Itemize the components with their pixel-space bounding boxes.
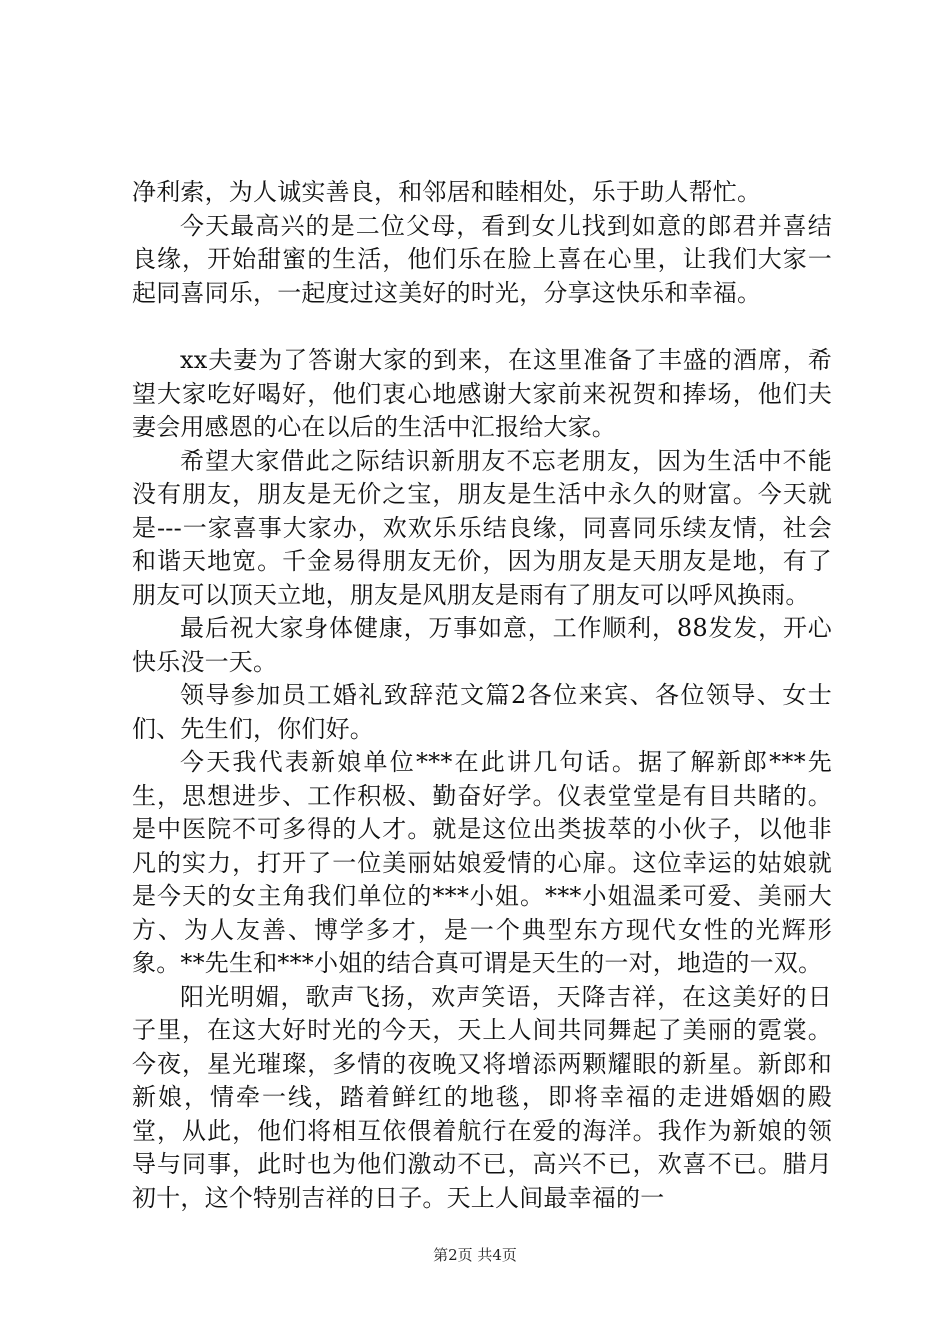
page-footer: 第2页 共4页	[433, 1246, 517, 1264]
paragraph-6: 领导参加员工婚礼致辞范文篇2各位来宾、各位领导、女士们、先生们，你们好。	[132, 681, 832, 743]
paragraph-8: 阳光明媚，歌声飞扬，欢声笑语，天降吉祥，在这美好的日子里，在这大好时光的今天，天上人间共同舞起了美丽的霓裳。今夜，星光璀璨，多情的夜晚又将增添两颗耀眼的新星。新郎和新娘，情牵一线，踏着鲜红的地毯，即将幸福的走进婚姻的殿堂，从此，他们将相互依偎着航行在爱的海洋。我作为新娘的领导与同事，此时也为他们激动不已，高兴不已，欢喜不已。腊月初十，这个特别吉祥的日子。天上人间最幸福的一	[132, 982, 832, 1212]
paragraph-4: 希望大家借此之际结识新朋友不忘老朋友，因为生活中不能没有朋友，朋友是无价之宝，朋友是生活中永久的财富。今天就是---一家喜事大家办，欢欢乐乐结良缘，同喜同乐续友情，社会和谐天地宽。千金易得朋友无价，因为朋友是天朋友是地，有了朋友可以顶天立地，朋友是风朋友是雨有了朋友可以呼风换雨。	[132, 446, 832, 609]
paragraph-1: 净利索，为人诚实善良，和邻居和睦相处，乐于助人帮忙。	[132, 178, 762, 206]
paragraph-5: 最后祝大家身体健康，万事如意，工作顺利，88发发，开心快乐没一天。	[132, 614, 832, 676]
document-body	[132, 176, 832, 1215]
paragraph-7: 今天我代表新娘单位***在此讲几句话。据了解新郎***先生，思想进步、工作积极、勤奋好学。仪表堂堂是有目共睹的。是中医院不可多得的人才。就是这位出类拔萃的小伙子，以他非凡的实力，打开了一位美丽姑娘爱情的心扉。这位幸运的姑娘就是今天的女主角我们单位的***小姐。***小姐温柔可爱、美丽大方、为人友善、博学多才，是一个典型东方现代女性的光辉形象。**先生和***小姐的结合真可谓是天生的一对，地造的一双。	[132, 748, 832, 977]
paragraph-2: 今天最高兴的是二位父母，看到女儿找到如意的郎君并喜结良缘，开始甜蜜的生活，他们乐在脸上喜在心里，让我们大家一起同喜同乐，一起度过这美好的时光，分享这快乐和幸福。	[132, 211, 832, 307]
paragraph-3: xx夫妻为了答谢大家的到来，在这里准备了丰盛的酒席，希望大家吃好喝好，他们衷心地感谢大家前来祝贺和捧场，他们夫妻会用感恩的心在以后的生活中汇报给大家。	[132, 346, 832, 441]
